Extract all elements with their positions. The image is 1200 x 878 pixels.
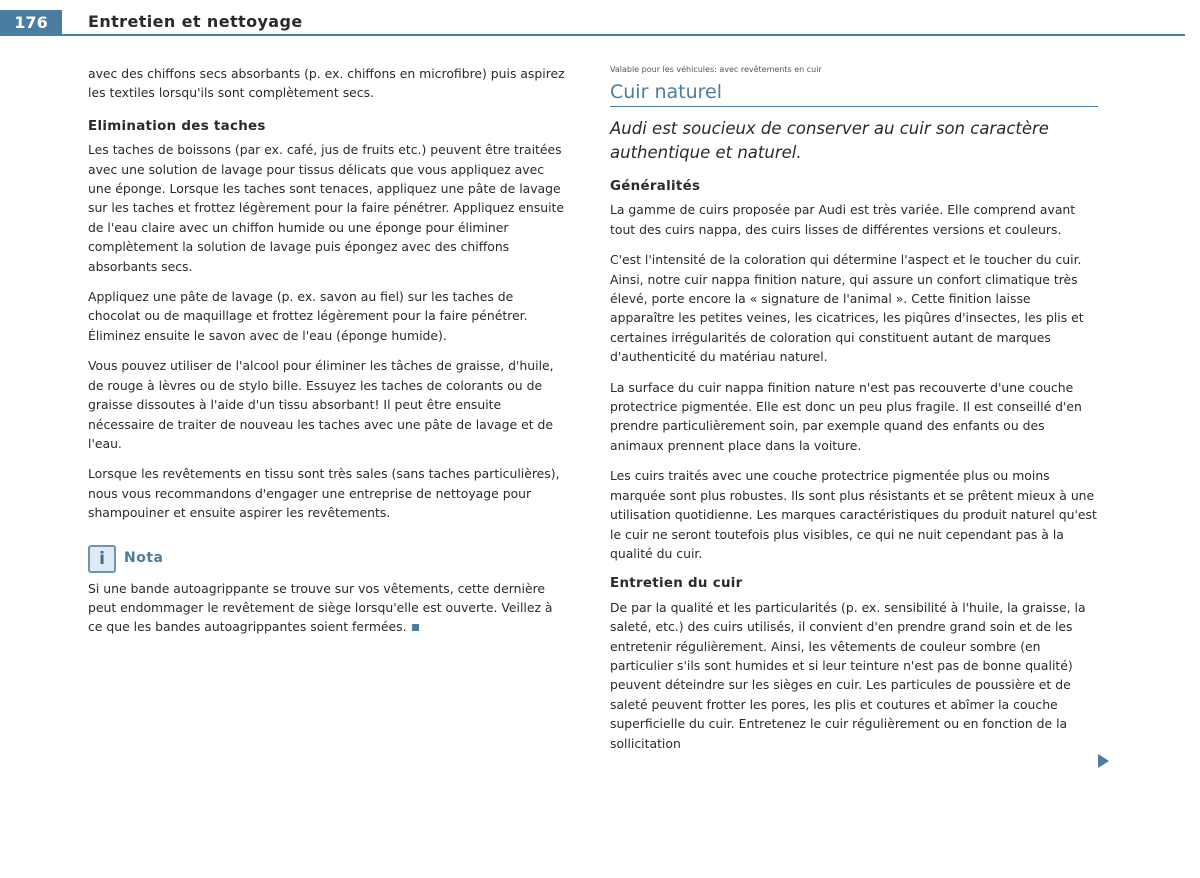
stain-removal-heading: Elimination des taches — [88, 118, 266, 134]
general-heading: Généralités — [610, 179, 701, 194]
lead-text: Audi est soucieux de conserver au cuir son caractère authentique et naturel. — [610, 119, 1049, 162]
body-paragraph: Vous pouvez utiliser de l'alcool pour éliminer les tâches de graisse, d'huile, de rouge à lèvres ou de stylo bille. Essuyez les taches de colorants ou de graisse dissoutes à l'aide d'un tissu absorbant! Il peut être ensuite nécessaire de traiter de nouveau les taches avec une pâte de lavage et de l'eau. — [88, 358, 554, 451]
chapter-title: Entretien et nettoyage — [88, 12, 303, 31]
validity-note: Valable pour les véhicules: avec revêtements en cuir — [610, 65, 822, 74]
note-label: Nota — [124, 549, 164, 566]
note-text-body: Si une bande autoagrippante se trouve sur vos vêtements, cette dernière peut endommager le revêtement de siège lorsqu'elle est ouverte. Veillez à ce que les bandes autoagrippantes soient fermées. — [88, 580, 553, 635]
continue-arrow-icon — [1098, 754, 1109, 768]
section-title: Cuir naturel — [610, 79, 1098, 107]
body-paragraph: Lorsque les revêtements en tissu sont très sales (sans taches particulières), nous vous recommandons d'engager une entreprise de nettoyage pour shampouiner et ensuite aspirer les revêtements. — [88, 466, 560, 521]
leather-care-heading: Entretien du cuir — [610, 576, 743, 592]
body-paragraph: De par la qualité et les particularités (p. ex. sensibilité à l'huile, la graisse, la saleté, etc.) des cuirs utilisés, il convient d'en prendre grand soin et de les entretenir régulièrement. Ainsi, les vêtements de couleur sombre (en particulier s'ils sont humides et si leur teinture n'est pas de bonne qualité) peuvent déteindre sur les sièges en cuir. Les particules de poussière et de saleté peuvent frotter les pores, les plis et coutures et abîmer la couche superficielle du cuir. Entretenez le cuir régulièrement ou en fonction de la sollicitation — [610, 599, 1086, 751]
end-of-section-marker — [412, 624, 419, 631]
page-number: 176 — [0, 10, 62, 36]
info-icon: i — [88, 545, 116, 573]
note-text — [88, 579, 568, 637]
intro-paragraph: avec des chiffons secs absorbants (p. ex. chiffons en microfibre) puis aspirez les textiles lorsqu'ils sont complètement secs. — [88, 66, 565, 101]
note-header — [88, 545, 568, 573]
body-paragraph: Les taches de boissons (par ex. café, jus de fruits etc.) peuvent être traitées avec une solution de lavage pour tissus délicats que vous appliquez avec une éponge. Lorsque les taches sont tenaces, appliquez une pâte de lavage sur les taches et frottez légèrement pour la faire pénétrer. Appliquez ensuite de l'eau claire avec un chiffon humide ou une éponge pour éliminer complètement la solution de lavage puis épongez avec des chiffons absorbants secs. — [88, 142, 565, 274]
right-column — [610, 64, 1098, 764]
body-paragraph: Les cuirs traités avec une couche protectrice pigmentée plus ou moins marquée sont plus robustes. Ils sont plus résistants et se prêtent mieux à une utilisation quotidienne. Les marques caractéristiques du produit naturel qu'est le cuir ne seront toutefois plus visibles, ce qui ne nuit cependant pas à la qualité du cuir. — [610, 468, 1097, 561]
left-column — [88, 64, 568, 648]
body-paragraph: Appliquez une pâte de lavage (p. ex. savon au fiel) sur les taches de chocolat ou de maquillage et frottez légèrement pour la faire pénétrer. Éliminez ensuite le savon avec de l'eau (éponge humide). — [88, 289, 528, 343]
page-header — [0, 0, 1200, 40]
body-paragraph: La surface du cuir nappa finition nature n'est pas recouverte d'une couche protectrice pigmentée. Elle est donc un peu plus fragile. Il est conseillé d'en prendre particulièrement soin, par exemple quand des enfants ou des animaux prennent place dans la voiture. — [610, 379, 1082, 453]
body-paragraph: C'est l'intensité de la coloration qui détermine l'aspect et le toucher du cuir. Ainsi, notre cuir nappa finition nature, qui assure un confort climatique très élevé, porte encore la « signature de l'animal ». Cette finition laisse apparaître les petites veines, les cicatrices, les piqûres d'insectes, les plis et certaines irrégularités de coloration qui constituent autant de marques d'authenticité du matériau naturel. — [610, 252, 1084, 365]
header-divider — [62, 34, 1185, 36]
body-paragraph: La gamme de cuirs proposée par Audi est très variée. Elle comprend avant tout des cuirs nappa, des cuirs lisses de différentes versions et couleurs. — [610, 202, 1076, 237]
